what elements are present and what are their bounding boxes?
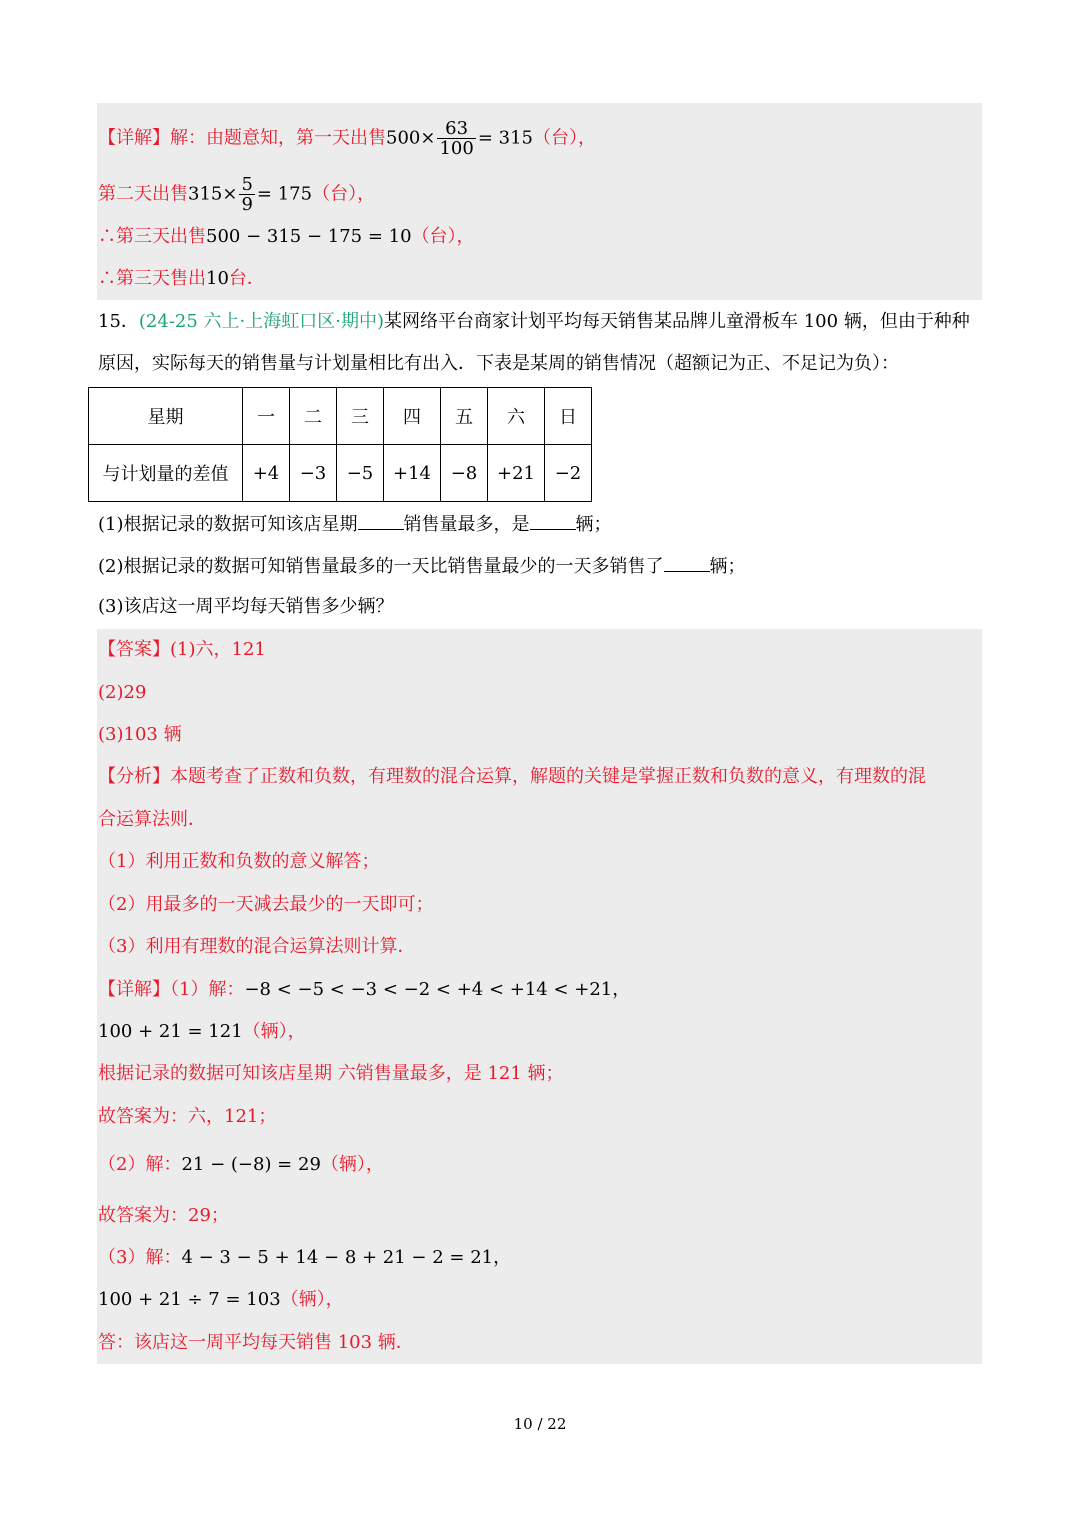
detail-label: 【详解】 [98, 979, 170, 1000]
detail-step-2-answer: 故答案为：29； [98, 1205, 229, 1226]
analysis-line-1: 【分析】本题考查了正数和负数，有理数的混合运算，解题的关键是掌握正数和负数的意义，有理数的混 [98, 766, 926, 787]
analysis-line-2: 合运算法则． [98, 809, 206, 830]
prev-solution-line-1: 【详解】解：由题意知，第一天出售500× $\frac{63}{100}$ = 315（台）， [98, 118, 596, 159]
question-3: (3)该店这一周平均每天销售多少辆？ [98, 596, 394, 617]
table-cell: +14 [384, 445, 441, 502]
answer-blank [664, 553, 710, 572]
answer-line-1: 【答案】(1)六，121 [98, 639, 266, 660]
analysis-point-1: （1）利用正数和负数的意义解答； [98, 851, 380, 872]
table-cell: 日 [545, 388, 592, 445]
answer-label: 【答案】 [98, 639, 170, 660]
detail-label: 【详解】 [98, 127, 170, 149]
sales-table [88, 387, 592, 502]
answer-blank [358, 511, 404, 530]
page-indicator: 10 / 22 [513, 1415, 567, 1433]
table-cell: −8 [441, 445, 488, 502]
table-cell: 三 [337, 388, 384, 445]
analysis-point-3: （3）利用有理数的混合运算法则计算． [98, 936, 416, 957]
prev-solution-line-4: ∴第三天售出10台． [98, 268, 265, 289]
detail-step-3-calc: 100 + 21 ÷ 7 = 103（辆）， [98, 1289, 344, 1310]
detail-step-3-conclusion: 答：该店这一周平均每天销售 103 辆． [98, 1332, 414, 1353]
answer-line-3: (3)103 辆 [98, 724, 182, 745]
table-row [89, 445, 592, 502]
table-cell: −5 [337, 445, 384, 502]
problem-stem-line-1: 15．(24-25 六上·上海虹口区·期中)某网络平台商家计划平均每天销售某品牌儿童滑板车 100 辆，但由于种种 [98, 311, 970, 332]
detail-step-1-conclusion: 根据记录的数据可知该店星期 六销售量最多，是 121 辆； [98, 1063, 564, 1084]
problem-number: 15． [98, 311, 139, 332]
table-cell: 六 [488, 388, 545, 445]
answer-blank [530, 511, 576, 530]
table-row-label: 与计划量的差值 [89, 445, 243, 502]
analysis-label: 【分析】 [98, 766, 170, 787]
detail-step-1: 【详解】（1）解：−8 < −5 < −3 < −2 < +4 < +14 < +21， [98, 979, 631, 1000]
table-cell: −2 [545, 445, 592, 502]
table-cell: 二 [290, 388, 337, 445]
table-cell: 一 [243, 388, 290, 445]
prev-solution-line-3: ∴第三天出售500 − 315 − 175 = 10（台）， [98, 226, 475, 247]
table-row [89, 388, 592, 445]
detail-step-3: （3）解：4 − 3 − 5 + 14 − 8 + 21 − 2 = 21， [98, 1247, 512, 1268]
prev-solution-line-2: 第二天出售315× $\frac{5}{9}$ = 175（台）， [98, 174, 376, 215]
table-cell: 四 [384, 388, 441, 445]
question-1: (1)根据记录的数据可知该店星期 销售量最多，是 辆； [98, 511, 612, 537]
analysis-point-2: （2）用最多的一天减去最少的一天即可； [98, 894, 434, 915]
problem-stem-line-2: 原因，实际每天的销售量与计划量相比有出入．下表是某周的销售情况（超额记为正、不足记为负）： [98, 353, 899, 374]
detail-step-2: （2）解：21 − (−8) = 29（辆）， [98, 1154, 384, 1175]
problem-source: (24-25 六上·上海虹口区·期中) [138, 311, 385, 332]
detail-step-1-answer: 故答案为：六，121； [98, 1106, 277, 1127]
answer-line-2: (2)29 [98, 682, 147, 703]
table-header-label: 星期 [89, 388, 243, 445]
table-cell: +21 [488, 445, 545, 502]
table-cell: 五 [441, 388, 488, 445]
table-cell: +4 [243, 445, 290, 502]
fraction: $\frac{5}{9}$ [241, 174, 253, 215]
table-cell: −3 [290, 445, 337, 502]
detail-step-1-calc: 100 + 21 = 121（辆）， [98, 1021, 306, 1042]
fraction: $\frac{63}{100}$ [439, 118, 474, 159]
question-2: (2)根据记录的数据可知销售量最多的一天比销售量最少的一天多销售了 辆； [98, 553, 746, 579]
